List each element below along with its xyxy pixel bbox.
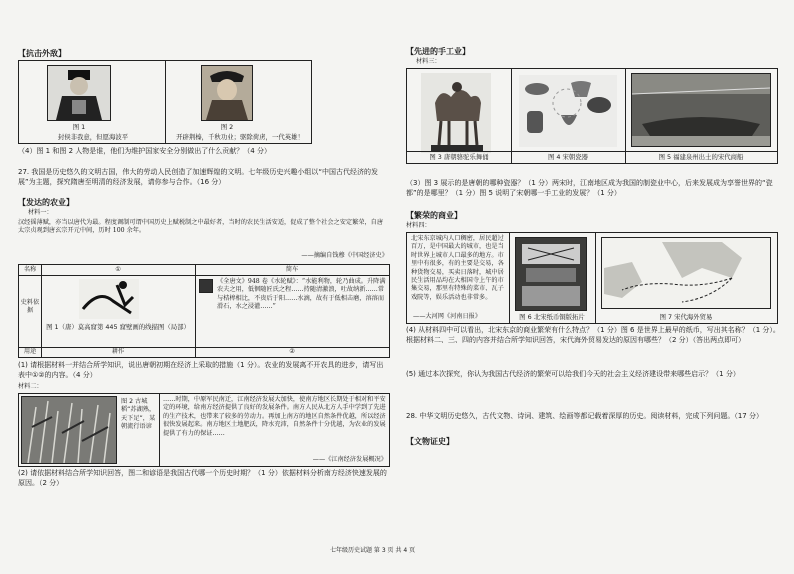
figure-6-caption: 图 6 北宋纸币铜版拓片	[519, 313, 585, 321]
material-2-text: ……时期，中原军民南迁，江南经济发展大加快，使南方地区长期处于相对和平安定的环境，给南方经济提供了良好的发展条件。南方人民从北方人手中学到了先进的生产技术，也带来了较多的劳动力。再加上南方的地区自然条件优越，所以经济很快发展起来。南方地区土地肥沃，降水充沛，自然条件十分优越，为农业的发展提供了有力的保证……	[163, 396, 386, 437]
material-2-frame	[18, 393, 390, 467]
plough-icon	[79, 279, 139, 319]
question-4-commerce: (4) 从材料四中可以看出，北宋东京的商业繁荣有什么特点？（1 分）图 6 是世界上最早的纸币，写出其名称？（1 分）。根据材料二、三、四的内容并结合所学知识回答，宋代海外贸易发达的原因有哪些？（2 分）（答出两点即可）	[406, 326, 780, 344]
page-footer: 七年级历史试题 第 3 页 共 4 页	[330, 547, 416, 554]
table-row-label-use: 用途	[23, 348, 37, 355]
maritime-trade-map	[601, 237, 771, 309]
table-header-1: ①	[115, 266, 121, 273]
question-4-portraits: （4）图 1 和图 2 人物是谁，他们为维护国家安全分别做出了什么贡献？（4 分）	[18, 147, 271, 155]
rice-plants-icon	[22, 397, 116, 463]
table-use-farming: 耕作	[111, 348, 125, 355]
material-4-label: 材料四：	[406, 222, 431, 229]
section-title-resist: 【抗击外敌】	[18, 49, 66, 58]
jiaozi-banknote-rubbing	[515, 237, 587, 311]
porcelain-icon	[519, 75, 617, 147]
portrait-figure-2	[201, 65, 253, 121]
question-1-agriculture: (1) 请根据材料一并结合所学知识，说出唐朝初期在经济上采取的措施（1 分）。农业的发展离不开农具的进步，请写出表中①②的内容。（4 分）	[18, 361, 384, 379]
figure-1-quote: 封侯非我意，但愿海波平	[57, 133, 129, 141]
handicraft-figures-frame	[406, 68, 778, 164]
material-2-figure-caption: 图 2 古城稻“苏湖熟，天下足”，某朝流行语谚	[121, 398, 156, 431]
section-title-handicraft: 【先进的手工业】	[406, 47, 470, 56]
table-header-tube-wheel: 简车	[285, 266, 299, 273]
material-2-label: 材料二：	[18, 383, 43, 390]
figure-2-quote: 开辟荆榛，千秋功业；驱除荷虏，一代英雄！	[176, 133, 304, 141]
material-1-source: ——摘编自钱穆《中国经济史》	[301, 252, 388, 259]
banknote-pattern-icon	[516, 238, 586, 310]
camel-figurine-image	[421, 73, 491, 153]
song-merchant-ship-photo	[631, 73, 771, 147]
material-4-source: ——大河网《河南日报》	[413, 313, 482, 320]
song-porcelain-image	[519, 75, 617, 147]
trade-route-map-icon	[602, 238, 770, 308]
figure-3-caption: 图 3 唐朝骆驼乐舞俑	[429, 153, 489, 161]
material-1-label: 材料一：	[28, 209, 53, 216]
section-title-relics: 【文物证史】	[406, 437, 454, 446]
question-2-south-economy: (2) 请依据材料结合所学知识回答，图二和谚语是我国古代哪一个历史时期？（1 分）依据材料分析南方经济快速发展的原因。（2 分）	[18, 469, 387, 487]
material-4-frame	[406, 232, 778, 324]
table-water-wheel-quote: 《全唐文》948 卷《水轮赋》：“水能利物，轮乃曲成。升降满农夫之用，低徊随匠氏之程……持随清激浪，吐故纳新……常与桔槔相比，不贵后于阳……水滴，故有于低相击磨，溶溶而滑石，水之浸灌……”	[217, 278, 386, 311]
plough-mural-drawing	[79, 279, 139, 319]
material-3-label: 材料三：	[416, 58, 441, 65]
camel-icon	[421, 73, 491, 153]
hero-portrait-icon	[202, 66, 252, 120]
section-title-commerce: 【繁荣的商业】	[406, 211, 462, 220]
material-1-text: 汉经徭薄赋，亦当以唐代为最。程度调制可谓中国历史上赋税制之中最好者，当时的农民生活安适，促成了整个社会之安定繁荣，自唐太宗贞观到唐玄宗开元中间，历时 100 余年。	[18, 219, 384, 235]
table-row-label-evidence: 史料依据	[20, 299, 40, 315]
portraits-frame	[18, 60, 312, 144]
official-portrait-icon	[48, 66, 110, 120]
seal-icon	[199, 279, 213, 293]
material-2-source: ——《江南经济发展概况》	[312, 456, 387, 463]
farm-tools-table	[18, 264, 390, 358]
table-figure-1-caption: 图 1（唐）莫高窟第 445 窟壁画的线描图（局部）	[46, 323, 190, 331]
question-5-inspiration: (5) 通过本次探究，你认为我国古代经济的繁荣可以给我们今天的社会主义经济建设带来哪些启示？（1 分）	[406, 370, 740, 378]
table-use-2: ②	[289, 348, 295, 355]
figure-5-caption: 图 5 福建泉州出土的宋代商船	[658, 153, 744, 161]
figure-1-caption: 图 1	[72, 123, 86, 131]
figure-7-caption: 图 7 宋代海外贸易	[659, 313, 713, 321]
rice-field-photo	[21, 396, 117, 464]
table-header-name: 名称	[23, 266, 37, 273]
question-28-intro: 28. 中华文明历史悠久，古代文物、诗词、建筑、绘画等都记载着深厚的历史。阅读材料，完成下列问题。（17 分）	[406, 412, 763, 420]
ship-hall-icon	[632, 74, 770, 146]
figure-2-caption: 图 2	[220, 123, 234, 131]
section-title-agriculture: 【发达的农业】	[18, 198, 74, 207]
material-4-text: 北宋东京城内人口稠密，居民超过百万，是中国最大的城市，也是当时世界上城市人口最多的地方。市里中有很多，有的主要是交易，各种货物交易，买卖日落时，城中居民生活用品均在大相国寺上午的市集交易，那里有特殊的菜市、瓦子戏院等，娱乐活动也非常多。	[411, 235, 504, 301]
question-3-handicraft: （3）图 3 展示的是唐朝的哪种瓷器？（1 分）两宋时，江南地区成为我国的制瓷业中心，后来发展成为享誉世界的“瓷都”的是哪里？（1 分）图 5 说明了宋朝哪一手工业的发展？（1 分）	[406, 179, 773, 197]
question-27-intro: 27. 我国是历史悠久的文明古国，伟大的劳动人民创造了加速辉煌的文明。七年级历史兴趣小组以“中国古代经济的发展”为主题，探究隋唐至明清的经济发展，请你参与合作。（16 分）	[18, 168, 378, 186]
figure-4-caption: 图 4 宋朝瓷器	[547, 153, 589, 161]
portrait-figure-1	[47, 65, 111, 121]
